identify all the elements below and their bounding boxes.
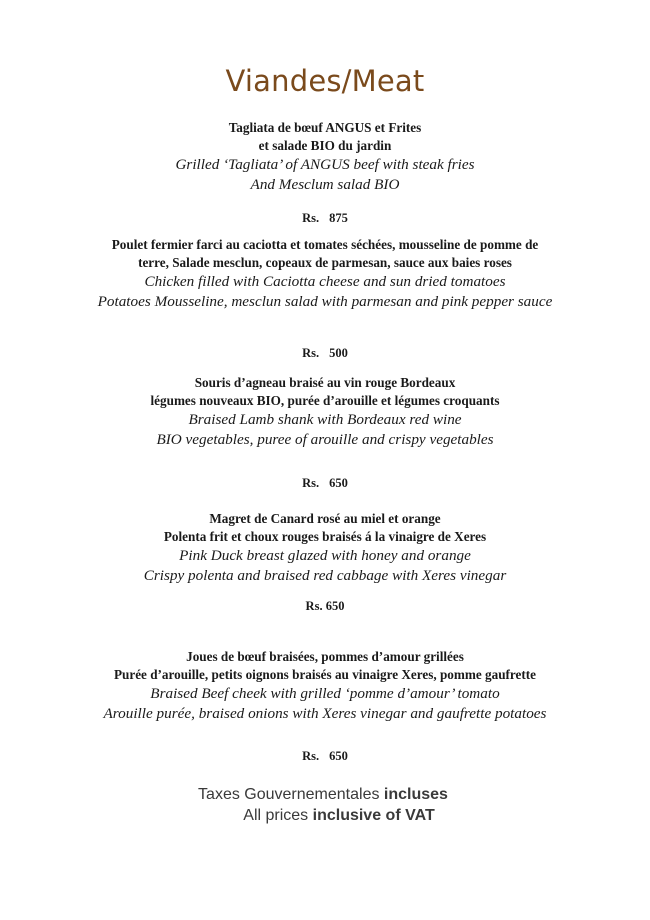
currency-label: Rs. — [302, 346, 320, 360]
price-value: 650 — [329, 476, 348, 490]
tax-notice-fr-text: Taxes Gouvernementales — [198, 786, 384, 803]
tax-notice-en-text: All prices — [243, 807, 313, 824]
tax-notice-en-emphasis: inclusive of VAT — [312, 807, 435, 824]
menu-item-poulet-fermier — [0, 236, 650, 312]
dish-description-en: Braised Beef cheek with grilled ‘pomme d’amour’ tomato — [150, 685, 500, 702]
dish-name-fr: Joues de bœuf braisées, pommes d’amour grillées — [186, 649, 464, 664]
dish-name-fr: Purée d’arouille, petits oignons braisés au vinaigre Xeres, pomme gaufrette — [113, 667, 537, 682]
price-joues-boeuf — [0, 748, 650, 764]
currency-label: Rs. — [302, 211, 320, 225]
tax-notice-fr-emphasis: incluses — [383, 786, 448, 803]
menu-item-souris-agneau — [0, 374, 650, 450]
price-poulet-fermier — [0, 345, 650, 361]
currency-label: Rs. — [305, 599, 323, 613]
dish-name-fr: Tagliata de bœuf ANGUS et Frites — [228, 120, 422, 135]
currency-label: Rs. — [302, 749, 320, 763]
price-value: 650 — [325, 599, 345, 613]
menu-item-magret-canard — [0, 510, 650, 586]
dish-description-en: Grilled ‘Tagliata’ of ANGUS beef with steak fries — [175, 156, 475, 173]
dish-name-fr: terre, Salade mesclun, copeaux de parmesan, sauce aux baies roses — [138, 255, 512, 270]
price-souris-agneau — [0, 475, 650, 491]
dish-description-en: Braised Lamb shank with Bordeaux red wine — [188, 411, 462, 428]
dish-description-en: Crispy polenta and braised red cabbage with Xeres vinegar — [143, 567, 507, 584]
dish-name-fr: légumes nouveaux BIO, purée d’arouille et légumes croquants — [150, 393, 500, 408]
price-value: 875 — [329, 211, 348, 225]
page-title: Viandes/Meat — [225, 64, 425, 98]
dish-description-en: Arouille purée, braised onions with Xeres vinegar and gaufrette potatoes — [103, 705, 547, 722]
tax-notice-en — [14, 806, 650, 826]
dish-name-fr: Souris d’agneau braisé au vin rouge Bordeaux — [194, 375, 456, 390]
dish-description-en: Chicken filled with Caciotta cheese and sun dried tomatoes — [144, 273, 506, 290]
dish-description-en: BIO vegetables, puree of arouille and crispy vegetables — [156, 431, 494, 448]
price-tagliata — [0, 210, 650, 226]
price-value: 650 — [329, 749, 348, 763]
dish-name-fr: Poulet fermier farci au caciotta et tomates séchées, mousseline de pomme de — [111, 237, 539, 252]
dish-description-en: And Mesclum salad BIO — [250, 176, 400, 193]
price-magret-canard — [0, 598, 650, 614]
dish-description-en: Pink Duck breast glazed with honey and orange — [179, 547, 471, 564]
dish-name-fr: Polenta frit et choux rouges braisés á la vinaigre de Xeres — [163, 529, 487, 544]
dish-description-en: Potatoes Mousseline, mesclun salad with parmesan and pink pepper sauce — [97, 293, 553, 310]
tax-notice-fr — [0, 785, 648, 805]
menu-item-joues-boeuf — [0, 648, 650, 724]
dish-name-fr: Magret de Canard rosé au miel et orange — [209, 511, 441, 526]
price-value: 500 — [329, 346, 348, 360]
currency-label: Rs. — [302, 476, 320, 490]
dish-name-fr: et salade BIO du jardin — [258, 138, 392, 153]
menu-item-tagliata — [0, 119, 650, 195]
